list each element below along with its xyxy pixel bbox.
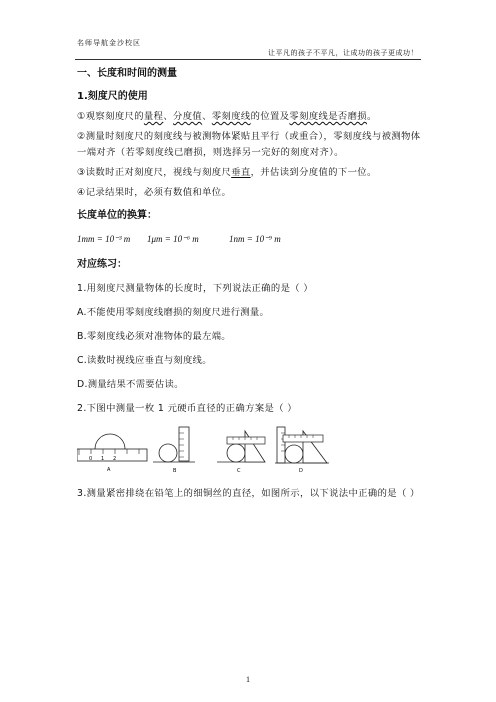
p3-prefix: ③读数时正对刻度尺，视线与刻度尺 bbox=[77, 167, 232, 178]
question-1-stem: 1.用刻度尺测量物体的长度时，下列说法正确的是（ ） bbox=[77, 283, 314, 294]
question-2-stem: 2.下图中测量一枚 1 元硬币直径的正确方案是（ ） bbox=[77, 403, 297, 414]
p1-prefix: ①观察刻度尺的 bbox=[77, 111, 144, 122]
header-divider bbox=[75, 59, 421, 60]
p3-end: ，并估读到分度值的下一位。 bbox=[250, 167, 377, 178]
p1-division: 分度值 bbox=[173, 111, 203, 122]
question-1-option-d: D.测量结果不需要估读。 bbox=[77, 379, 184, 390]
question-1-option-a: A.不能使用零刻度线磨损的刻度尺进行测量。 bbox=[77, 307, 270, 318]
formula-mm: 1mm = 10⁻³ m bbox=[77, 234, 131, 244]
p1-sep1: 、 bbox=[163, 111, 174, 122]
p1-range: 量程 bbox=[143, 111, 164, 122]
unit-formulas bbox=[77, 231, 422, 247]
p3-vertical: 垂直 bbox=[231, 167, 251, 178]
p1-sep2: 、 bbox=[202, 111, 212, 122]
figure-label-d: D bbox=[299, 468, 303, 474]
ruler-digit-2: 2 bbox=[113, 456, 117, 462]
figure-label-b: B bbox=[173, 468, 177, 474]
figure-a bbox=[77, 434, 147, 473]
unit-conversion-title: 长度单位的换算： bbox=[77, 210, 157, 221]
ruler-digit-0: 0 bbox=[89, 456, 93, 462]
paragraph-measure: ②测量时刻度尺的刻度线与被测物体紧贴且平行（或重合），零刻度线与被测物体一端对齐（若零刻度线已磨损，则选择另一完好的刻度对齐）。 bbox=[77, 131, 421, 158]
figure-label-c: C bbox=[237, 468, 241, 474]
header-right-slogan: 让平凡的孩子不平凡，让成功的孩子更成功！ bbox=[268, 49, 418, 57]
section-title: 一、长度和时间的测量 bbox=[77, 68, 177, 79]
formula-um: 1μm = 10⁻⁶ m bbox=[147, 234, 199, 244]
coin-measurement-figures bbox=[77, 423, 422, 479]
question-3-stem: 3.测量紧密排绕在铅笔上的细铜丝的直径，如图所示，以下说法中正确的是（ ） bbox=[77, 488, 420, 499]
formula-nm: 1nm = 10⁻⁹ m bbox=[229, 234, 281, 244]
p1-mid: 的位置及 bbox=[250, 111, 290, 122]
ruler-digit-1: 1 bbox=[101, 456, 105, 462]
p1-zero-line: 零刻度线 bbox=[211, 111, 251, 122]
question-1-option-b: B.零刻度线必须对准物体的最左端。 bbox=[77, 331, 231, 342]
practice-title: 对应练习： bbox=[77, 259, 127, 270]
paragraph-reading bbox=[77, 165, 422, 181]
p1-end: 。 bbox=[367, 111, 377, 122]
figure-b bbox=[153, 427, 195, 474]
header-left-text: 名师导航金沙校区 bbox=[77, 39, 141, 47]
paragraph-observe-ruler bbox=[77, 109, 422, 125]
document-body bbox=[77, 66, 422, 503]
subsection-title: 1.刻度尺的使用 bbox=[77, 91, 148, 102]
figure-d bbox=[275, 427, 329, 474]
page-number: 1 bbox=[246, 675, 250, 684]
question-1-option-c: C.读数时视线应垂直与刻度线。 bbox=[77, 355, 212, 366]
figure-label-a: A bbox=[107, 467, 111, 473]
paragraph-record: ④记录结果时，必须有数值和单位。 bbox=[77, 187, 232, 198]
figures-svg bbox=[77, 423, 377, 479]
p1-zero-worn: 零刻度线是否磨损 bbox=[289, 111, 367, 122]
figure-c bbox=[217, 431, 265, 474]
